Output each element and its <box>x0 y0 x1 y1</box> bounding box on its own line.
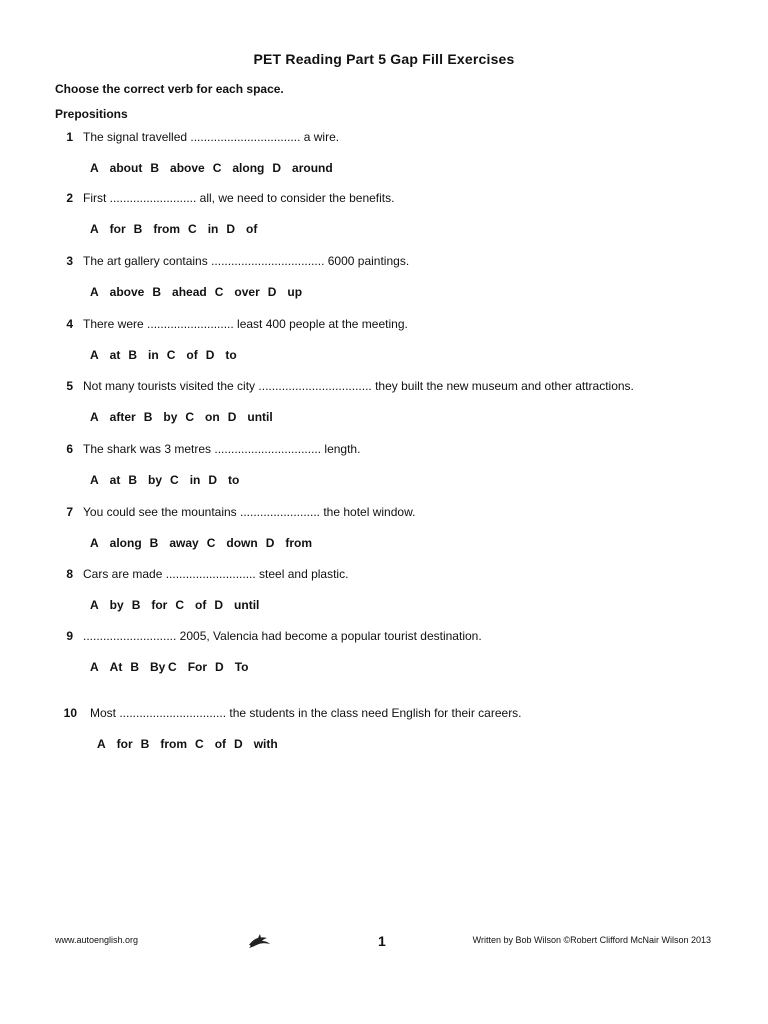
question-number: 8 <box>66 567 73 581</box>
option-letter: B <box>152 285 162 299</box>
answer-option[interactable] <box>175 598 206 612</box>
question-number: 9 <box>66 629 73 643</box>
question-number: 6 <box>66 442 73 456</box>
question-text: The signal travelled ................................. a wire. <box>83 130 340 144</box>
option-letter: B <box>150 161 160 175</box>
answer-option[interactable] <box>168 660 207 674</box>
option-word: above <box>170 161 205 175</box>
answer-option[interactable] <box>150 536 199 550</box>
option-word: by <box>163 410 178 424</box>
answer-option[interactable] <box>266 536 312 550</box>
option-word: until <box>247 410 273 424</box>
option-letter: C <box>166 348 176 362</box>
answer-option[interactable] <box>228 410 273 424</box>
option-letter: A <box>90 536 99 550</box>
option-letter: D <box>214 598 224 612</box>
option-letter: C <box>214 285 224 299</box>
footer-credit: Written by Bob Wilson ©Robert Clifford McNair Wilson 2013 <box>472 935 711 945</box>
answer-option[interactable] <box>134 222 180 236</box>
option-word: for <box>116 737 133 751</box>
option-letter: C <box>175 598 185 612</box>
option-word: at <box>109 348 121 362</box>
answer-option[interactable] <box>141 737 187 751</box>
answer-option[interactable] <box>90 598 124 612</box>
option-word: to <box>228 473 240 487</box>
answer-option[interactable] <box>128 473 162 487</box>
option-word: in <box>189 473 201 487</box>
option-letter: A <box>90 161 99 175</box>
answer-option[interactable] <box>188 222 218 236</box>
option-word: with <box>253 737 278 751</box>
question-item <box>55 254 735 326</box>
option-letter: D <box>215 660 224 674</box>
option-word: for <box>109 222 126 236</box>
option-word: until <box>234 598 260 612</box>
question-text: The art gallery contains .................................. 6000 paintings. <box>83 254 410 268</box>
question-text: You could see the mountains ........................ the hotel window. <box>83 505 416 519</box>
question-number: 2 <box>66 191 73 205</box>
instruction-text: Choose the correct verb for each space. <box>55 82 284 96</box>
question-number: 3 <box>66 254 73 268</box>
answer-option[interactable] <box>90 285 144 299</box>
option-word: along <box>109 536 142 550</box>
answer-options <box>90 536 320 550</box>
option-word: about <box>109 161 143 175</box>
question-text: Cars are made ........................... steel and plastic. <box>83 567 349 581</box>
answer-option[interactable] <box>90 222 126 236</box>
option-letter: D <box>234 737 243 751</box>
answer-option[interactable] <box>185 410 219 424</box>
option-letter: C <box>170 473 179 487</box>
answer-options <box>90 410 281 424</box>
answer-options <box>97 737 286 751</box>
answer-option[interactable] <box>150 161 204 175</box>
answer-option[interactable] <box>208 473 239 487</box>
answer-option[interactable] <box>170 473 200 487</box>
answer-option[interactable] <box>90 410 136 424</box>
question-item <box>55 442 735 514</box>
question-item <box>55 706 735 778</box>
answer-option[interactable] <box>206 348 237 362</box>
question-text: There were .......................... least 400 people at the meeting. <box>83 317 408 331</box>
option-word: above <box>109 285 145 299</box>
option-letter: C <box>195 737 204 751</box>
question-text: The shark was 3 metres ................................ length. <box>83 442 361 456</box>
answer-option[interactable] <box>213 161 265 175</box>
answer-option[interactable] <box>90 536 142 550</box>
answer-option[interactable] <box>234 737 278 751</box>
answer-option[interactable] <box>268 285 302 299</box>
option-word: by <box>109 598 124 612</box>
answer-options <box>90 161 341 175</box>
option-word: ahead <box>172 285 207 299</box>
option-word: of <box>246 222 258 236</box>
option-letter: D <box>272 161 282 175</box>
section-heading: Prepositions <box>55 107 128 121</box>
option-letter: A <box>90 660 99 674</box>
question-text: First .......................... all, we need to consider the benefits. <box>83 191 395 205</box>
option-letter: D <box>267 285 277 299</box>
option-word: in <box>148 348 159 362</box>
answer-option[interactable] <box>195 737 226 751</box>
page-footer <box>0 933 768 953</box>
question-item <box>55 629 735 701</box>
option-letter: A <box>90 598 99 612</box>
option-word: away <box>169 536 199 550</box>
question-number: 10 <box>63 706 77 720</box>
option-letter: C <box>168 660 177 674</box>
option-letter: A <box>90 473 99 487</box>
answer-option[interactable] <box>226 222 257 236</box>
option-word: over <box>234 285 260 299</box>
answer-option[interactable] <box>152 285 206 299</box>
option-word: on <box>205 410 220 424</box>
answer-option[interactable] <box>215 660 248 674</box>
answer-option[interactable] <box>90 473 120 487</box>
answer-options <box>90 660 256 675</box>
option-letter: B <box>140 737 150 751</box>
question-item <box>55 379 735 451</box>
option-letter: B <box>130 660 140 674</box>
question-item <box>55 191 735 263</box>
option-word: At <box>109 660 123 674</box>
option-word: from <box>160 737 188 751</box>
option-letter: C <box>206 536 216 550</box>
option-word: around <box>292 161 333 175</box>
answer-options <box>90 598 267 612</box>
option-word: by <box>148 473 163 487</box>
option-word: For <box>187 660 208 674</box>
answer-option[interactable] <box>272 161 332 175</box>
question-number: 7 <box>66 505 73 519</box>
answer-option[interactable] <box>97 737 133 751</box>
question-text: Not many tourists visited the city .................................. they built the new museum and other attractions. <box>83 379 634 393</box>
dolphin-icon <box>247 933 271 949</box>
footer-website: www.autoenglish.org <box>55 935 139 945</box>
option-letter: A <box>97 737 106 751</box>
option-word: to <box>225 348 237 362</box>
option-letter: D <box>208 473 218 487</box>
answer-option[interactable] <box>90 161 142 175</box>
option-word: To <box>234 660 249 674</box>
option-letter: A <box>90 348 99 362</box>
option-letter: C <box>188 222 197 236</box>
question-text: ............................ 2005, Valencia had become a popular tourist destination. <box>83 629 482 643</box>
option-letter: B <box>133 222 143 236</box>
option-letter: B <box>128 473 138 487</box>
answer-options <box>90 473 247 487</box>
answer-option[interactable] <box>90 660 122 674</box>
option-word: By <box>150 660 166 674</box>
option-word: in <box>207 222 219 236</box>
answer-option[interactable] <box>128 348 158 362</box>
answer-option[interactable] <box>90 348 120 362</box>
option-word: from <box>285 536 313 550</box>
answer-option[interactable] <box>167 348 198 362</box>
option-word: up <box>287 285 303 299</box>
option-letter: D <box>205 348 215 362</box>
option-letter: C <box>212 161 222 175</box>
answer-option[interactable] <box>215 285 260 299</box>
answer-option[interactable] <box>214 598 259 612</box>
question-text: Most ................................ the students in the class need English for their careers. <box>90 706 522 720</box>
option-letter: A <box>90 410 99 424</box>
option-letter: B <box>128 348 138 362</box>
question-number: 4 <box>66 317 73 331</box>
answer-option[interactable] <box>130 660 166 675</box>
option-letter: D <box>265 536 275 550</box>
answer-options <box>90 348 245 362</box>
option-word: of <box>195 598 207 612</box>
option-word: of <box>214 737 227 751</box>
option-letter: C <box>185 410 195 424</box>
option-word: at <box>109 473 121 487</box>
option-letter: A <box>90 222 99 236</box>
answer-option[interactable] <box>207 536 258 550</box>
answer-option[interactable] <box>132 598 168 612</box>
option-letter: D <box>226 222 236 236</box>
page-number: 1 <box>378 933 386 949</box>
question-number: 5 <box>66 379 73 393</box>
page-title: PET Reading Part 5 Gap Fill Exercises <box>253 51 515 67</box>
answer-option[interactable] <box>144 410 178 424</box>
option-letter: B <box>131 598 141 612</box>
option-word: along <box>232 161 265 175</box>
option-word: of <box>186 348 198 362</box>
question-number: 1 <box>66 130 73 144</box>
option-word: for <box>151 598 168 612</box>
option-word: after <box>109 410 136 424</box>
answer-options <box>90 222 265 236</box>
option-word: down <box>226 536 258 550</box>
option-letter: B <box>143 410 153 424</box>
option-letter: A <box>90 285 99 299</box>
option-letter: B <box>149 536 159 550</box>
option-letter: D <box>227 410 237 424</box>
option-word: from <box>153 222 181 236</box>
answer-options <box>90 285 310 299</box>
